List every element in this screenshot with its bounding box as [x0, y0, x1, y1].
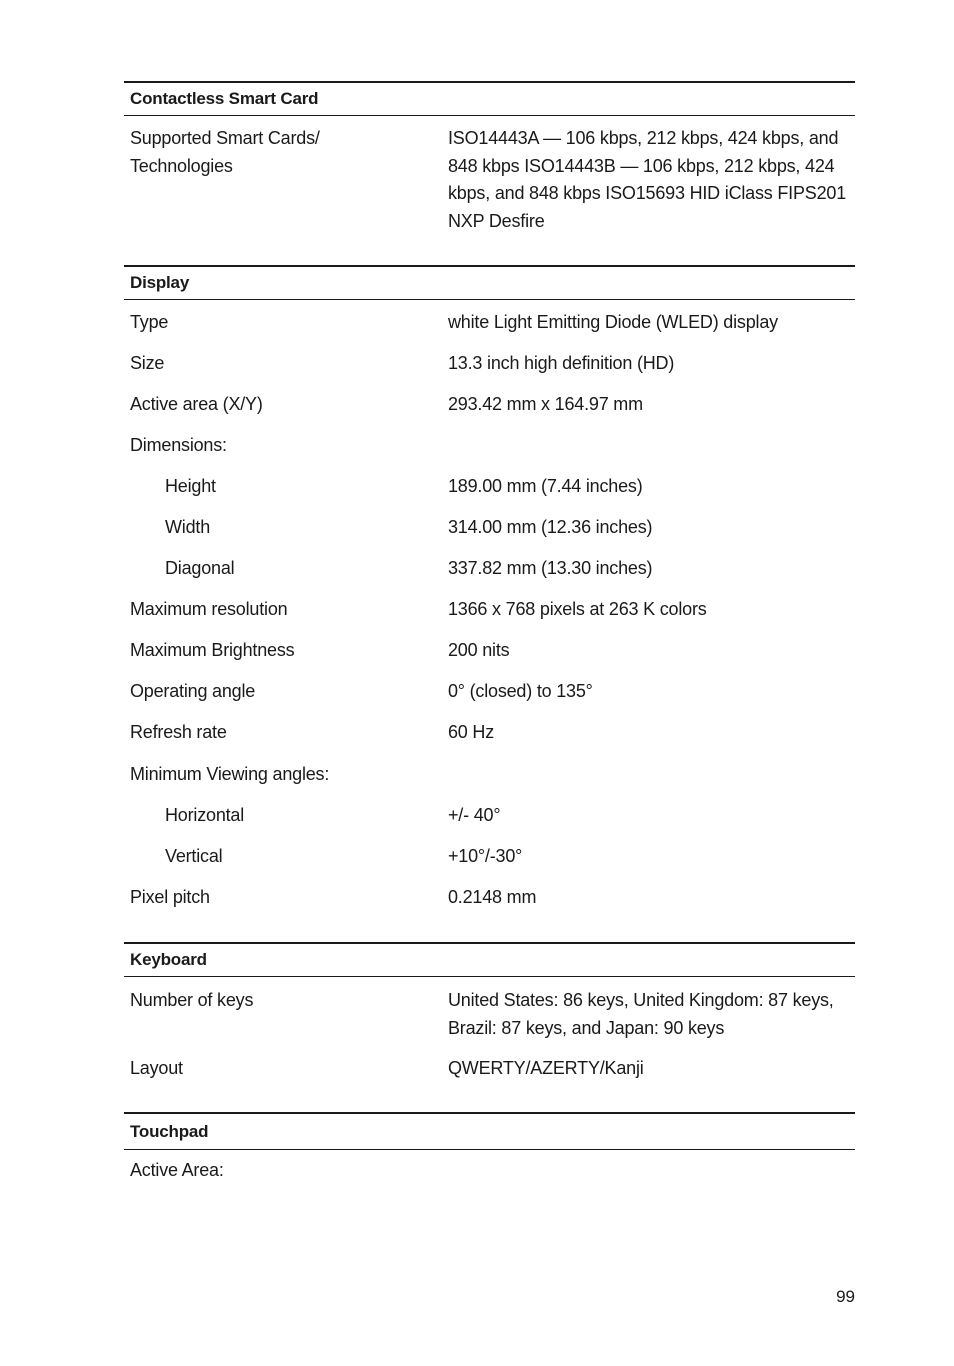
spec-value: 1366 x 768 pixels at 263 K colors [448, 599, 707, 619]
spec-label: Number of keys [130, 990, 254, 1010]
spec-label: Horizontal [165, 805, 245, 825]
section-heading: Display [124, 265, 855, 300]
spec-label: Operating angle [130, 681, 256, 701]
spec-value: 60 Hz [448, 722, 495, 742]
spec-value: 314.00 mm (12.36 inches) [448, 517, 653, 537]
spec-value: 0° (closed) to 135° [448, 681, 593, 701]
spec-value: +/- 40° [448, 805, 501, 825]
spec-value: QWERTY/AZERTY/Kanji [448, 1058, 644, 1078]
spec-label: Maximum resolution [130, 599, 288, 619]
spec-label: Supported Smart Cards/ Technologies [130, 128, 320, 176]
spec-value: white Light Emitting Diode (WLED) display [448, 312, 778, 332]
section-keyboard [124, 942, 855, 1078]
spec-label: Type [130, 312, 169, 332]
spec-label: Refresh rate [130, 722, 227, 742]
spec-value: 200 nits [448, 640, 510, 660]
spec-value: 13.3 inch high definition (HD) [448, 353, 675, 373]
page-number: 99 [836, 1287, 855, 1306]
section-touchpad [124, 1112, 855, 1180]
section-contactless-smart-card [124, 81, 855, 231]
spec-value: 293.42 mm x 164.97 mm [448, 394, 643, 414]
spec-value: +10°/-30° [448, 846, 523, 866]
section-heading: Keyboard [124, 942, 855, 977]
spec-label: Active area (X/Y) [130, 394, 263, 414]
spec-label: Size [130, 353, 165, 373]
spec-label: Minimum Viewing angles: [130, 764, 330, 784]
spec-value: United States: 86 keys, United Kingdom: 87 keys, Brazil: 87 keys, and Japan: 90 keys [448, 990, 834, 1038]
spec-label: Diagonal [165, 558, 235, 578]
section-heading: Contactless Smart Card [124, 81, 855, 116]
spec-value: 0.2148 mm [448, 887, 537, 907]
spec-label: Layout [130, 1058, 183, 1078]
section-heading: Touchpad [124, 1112, 855, 1150]
spec-value: 337.82 mm (13.30 inches) [448, 558, 653, 578]
spec-label: Dimensions: [130, 435, 227, 455]
spec-label: Height [165, 476, 216, 496]
spec-value: 189.00 mm (7.44 inches) [448, 476, 643, 496]
spec-value: ISO14443A — 106 kbps, 212 kbps, 424 kbps, and 848 kbps ISO14443B — 106 kbps, 212 kbps, 424 kbps, and 848 kbps ISO15693 HID iClass FIPS201 NXP Desfire [448, 128, 847, 231]
section-display [124, 265, 855, 907]
spec-label: Vertical [165, 846, 223, 866]
spec-label: Pixel pitch [130, 887, 210, 907]
spec-label: Maximum Brightness [130, 640, 295, 660]
spec-label: Active Area: [130, 1160, 224, 1180]
spec-label: Width [165, 517, 211, 537]
